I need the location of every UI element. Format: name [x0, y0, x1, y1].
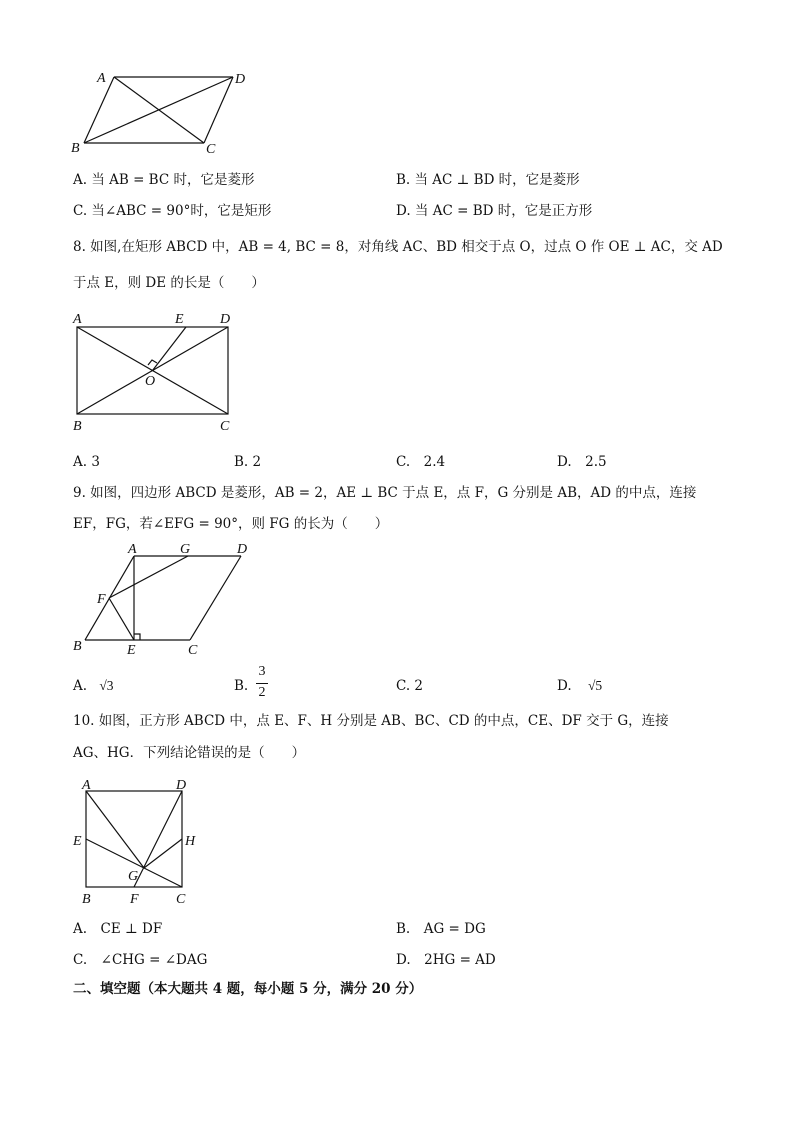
q8-label-D: D	[220, 312, 231, 327]
q9-label-D: D	[237, 542, 248, 557]
q7-option-b: B. 当 AC ⊥ BD 时，它是菱形	[396, 172, 580, 188]
q10-label-H: H	[185, 834, 196, 849]
section-2-title: 二、填空题（本大题共 4 题，每小题 5 分，满分 20 分）	[73, 981, 423, 997]
q10-label-A: A	[82, 778, 91, 793]
q8-stem-line1: 8. 如图,在矩形 ABCD 中，AB = 4, BC = 8，对角线 AC、BD 相交于点 O，过点 O 作 OE ⊥ AC，交 AD	[73, 239, 723, 255]
q8-stem-line2: 于点 E，则 DE 的长是（ ）	[73, 275, 265, 291]
q8-option-c: C. 2.4	[396, 454, 446, 470]
q9-label-B: B	[73, 639, 82, 654]
q8-label-A: A	[73, 312, 82, 327]
q9-option-b-prefix: B.	[234, 678, 249, 694]
q10-label-E: E	[73, 834, 82, 849]
q10-label-B: B	[82, 892, 91, 907]
q9-label-E: E	[127, 643, 136, 658]
q10-label-D: D	[176, 778, 187, 793]
q8-label-E: E	[175, 312, 184, 327]
q7-label-A: A	[97, 71, 106, 86]
q8-label-O: O	[145, 374, 156, 389]
q9-label-A: A	[128, 542, 137, 557]
q9-option-b-numerator: 3	[258, 664, 266, 679]
q9-label-C: C	[188, 643, 198, 658]
q9-option-d-prefix: D.	[557, 678, 572, 694]
q7-label-D: D	[235, 72, 246, 87]
q9-label-F: F	[97, 592, 106, 607]
q7-option-c: C. 当∠ABC = 90°时，它是矩形	[73, 203, 272, 219]
q8-label-B: B	[73, 419, 82, 434]
q10-stem-line2: AG、HG．下列结论错误的是（ ）	[73, 745, 306, 761]
q9-option-c: C. 2	[396, 678, 424, 694]
q8-option-b: B. 2	[234, 454, 262, 470]
q7-option-a: A. 当 AB = BC 时，它是菱形	[73, 172, 255, 188]
q9-option-b-denominator: 2	[258, 685, 266, 700]
q9-option-a-prefix: A.	[73, 678, 88, 694]
q9-option-a-value: √3	[99, 678, 114, 693]
q8-option-a: A. 3	[73, 454, 100, 470]
q10-stem-line1: 10. 如图，正方形 ABCD 中，点 E、F、H 分别是 AB、BC、CD 的中点，CE、DF 交于 G，连接	[73, 713, 669, 729]
q10-option-d: D. 2HG = AD	[396, 952, 496, 968]
q10-label-C: C	[176, 892, 186, 907]
q10-label-G: G	[128, 869, 139, 884]
q7-label-C: C	[206, 142, 216, 157]
q8-option-d: D. 2.5	[557, 454, 607, 470]
q9-stem-line1: 9. 如图，四边形 ABCD 是菱形，AB = 2，AE ⊥ BC 于点 E，点 F，G 分别是 AB，AD 的中点，连接	[73, 485, 697, 501]
q7-label-B: B	[71, 141, 80, 156]
q8-label-C: C	[220, 419, 230, 434]
q10-option-b: B. AG = DG	[396, 921, 486, 937]
q10-option-a: A. CE ⊥ DF	[73, 921, 163, 937]
q10-label-F: F	[130, 892, 139, 907]
q9-stem-line2: EF，FG，若∠EFG = 90°，则 FG 的长为（ ）	[73, 516, 389, 532]
q9-option-d-value: √5	[587, 678, 603, 693]
q7-option-d: D. 当 AC = BD 时，它是正方形	[396, 203, 593, 219]
q10-option-c: C. ∠CHG = ∠DAG	[73, 952, 208, 968]
q9-label-G: G	[180, 542, 191, 557]
